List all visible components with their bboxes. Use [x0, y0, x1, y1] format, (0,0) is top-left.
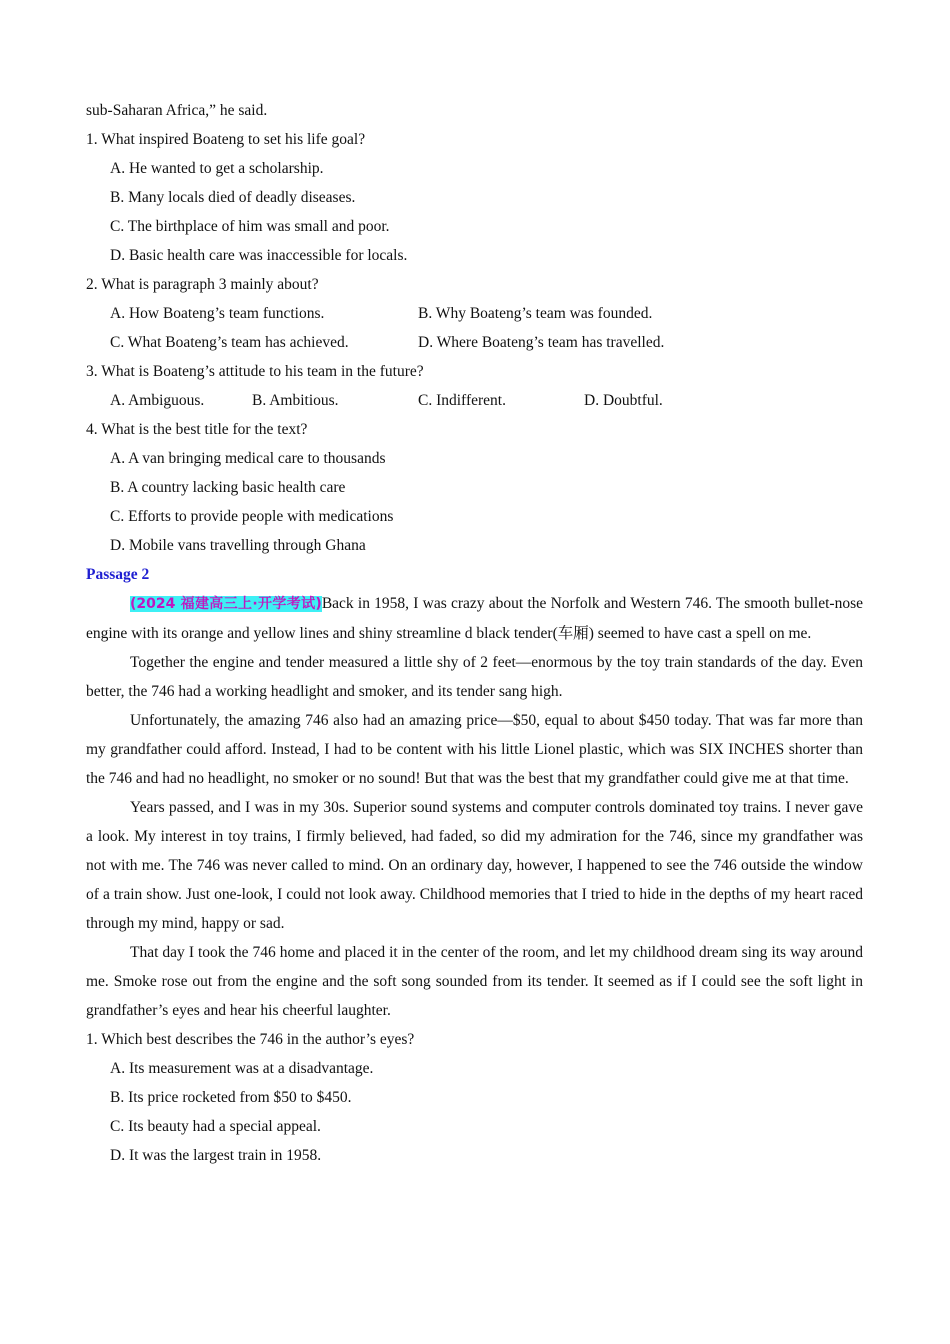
- source-tag: (2024 福建高三上·开学考试): [130, 596, 322, 612]
- option-2c: C. What Boateng’s team has achieved.: [110, 334, 349, 351]
- option-3b: B. Ambitious.: [252, 392, 339, 409]
- option-2b: B. Why Boateng’s team was founded.: [418, 305, 653, 322]
- question-1: 1. What inspired Boateng to set his life goal?: [86, 131, 366, 148]
- document-page: [86, 96, 863, 1170]
- question-2: 2. What is paragraph 3 mainly about?: [86, 276, 319, 293]
- p2-option-1a: A. Its measurement was at a disadvantage.: [110, 1060, 374, 1077]
- passage-2-paragraph-4: Years passed, and I was in my 30s. Superior sound systems and computer controls dominated toy trains. I never gave a look. My interest in toy trains, I firmly believed, had faded, so did my admiration for the 746, since my grandfather was not with me. The 746 was never called to mind. On an ordinary day, however, I happened to see the 746 outside the window of a train show. Just one-look, I could not look away. Childhood memories that I tried to hide in the depths of my heart raced through my mind, happy or sad.: [86, 799, 863, 932]
- option-3a: A. Ambiguous.: [110, 392, 205, 409]
- p2-question-1: 1. Which best describes the 746 in the author’s eyes?: [86, 1031, 415, 1048]
- option-4d: D. Mobile vans travelling through Ghana: [110, 537, 366, 554]
- question-3: 3. What is Boateng’s attitude to his team in the future?: [86, 363, 424, 380]
- option-1d: D. Basic health care was inaccessible for locals.: [110, 247, 408, 264]
- option-4c: C. Efforts to provide people with medications: [110, 508, 394, 525]
- passage-2-paragraph-2: Together the engine and tender measured a little shy of 2 feet—enormous by the toy train standards of the day. Even better, the 746 had a working headlight and smoker, and its tender sang high.: [86, 654, 863, 700]
- option-4b: B. A country lacking basic health care: [110, 479, 346, 496]
- option-3c: C. Indifferent.: [418, 392, 506, 409]
- options-row-2ab: [86, 299, 863, 328]
- passage-2-paragraph-1: [86, 589, 863, 648]
- passage-2-heading: Passage 2: [86, 566, 150, 583]
- option-4a: A. A van bringing medical care to thousands: [110, 450, 386, 467]
- options-row-3: [86, 386, 863, 415]
- passage-2-paragraph-5: That day I took the 746 home and placed it in the center of the room, and let my childhood dream sing its way around me. Smoke rose out from the engine and the soft song sounded from its tender. It seemed as if I could see the soft light in grandfather’s eyes and hear his cheerful laughter.: [86, 944, 863, 1019]
- question-4: 4. What is the best title for the text?: [86, 421, 308, 438]
- p2-option-1d: D. It was the largest train in 1958.: [110, 1147, 322, 1164]
- intro-tail: sub-Saharan Africa,” he said.: [86, 102, 268, 119]
- passage-2-paragraph-3: Unfortunately, the amazing 746 also had an amazing price—$50, equal to about $450 today. That was far more than my grandfather could afford. Instead, I had to be content with his little Lionel plastic, which was SIX INCHES shorter than the 746 and had no headlight, no smoker or no sound! But that was the best that my grandfather could give me at that time.: [86, 712, 863, 787]
- paragraph-1-text: Back in 1958, I was crazy about the Norfolk and Western 746. The smooth bullet-nose engine with its orange and yellow lines and shiny streamline d black tender(车厢) seemed to have cast a spell on me.: [86, 595, 863, 642]
- option-1a: A. He wanted to get a scholarship.: [110, 160, 324, 177]
- p2-option-1c: C. Its beauty had a special appeal.: [110, 1118, 321, 1135]
- p2-option-1b: B. Its price rocketed from $50 to $450.: [110, 1089, 352, 1106]
- option-1c: C. The birthplace of him was small and poor.: [110, 218, 390, 235]
- option-2d: D. Where Boateng’s team has travelled.: [418, 334, 665, 351]
- options-row-2cd: [86, 328, 863, 357]
- option-3d: D. Doubtful.: [584, 392, 663, 409]
- option-1b: B. Many locals died of deadly diseases.: [110, 189, 356, 206]
- option-2a: A. How Boateng’s team functions.: [110, 305, 325, 322]
